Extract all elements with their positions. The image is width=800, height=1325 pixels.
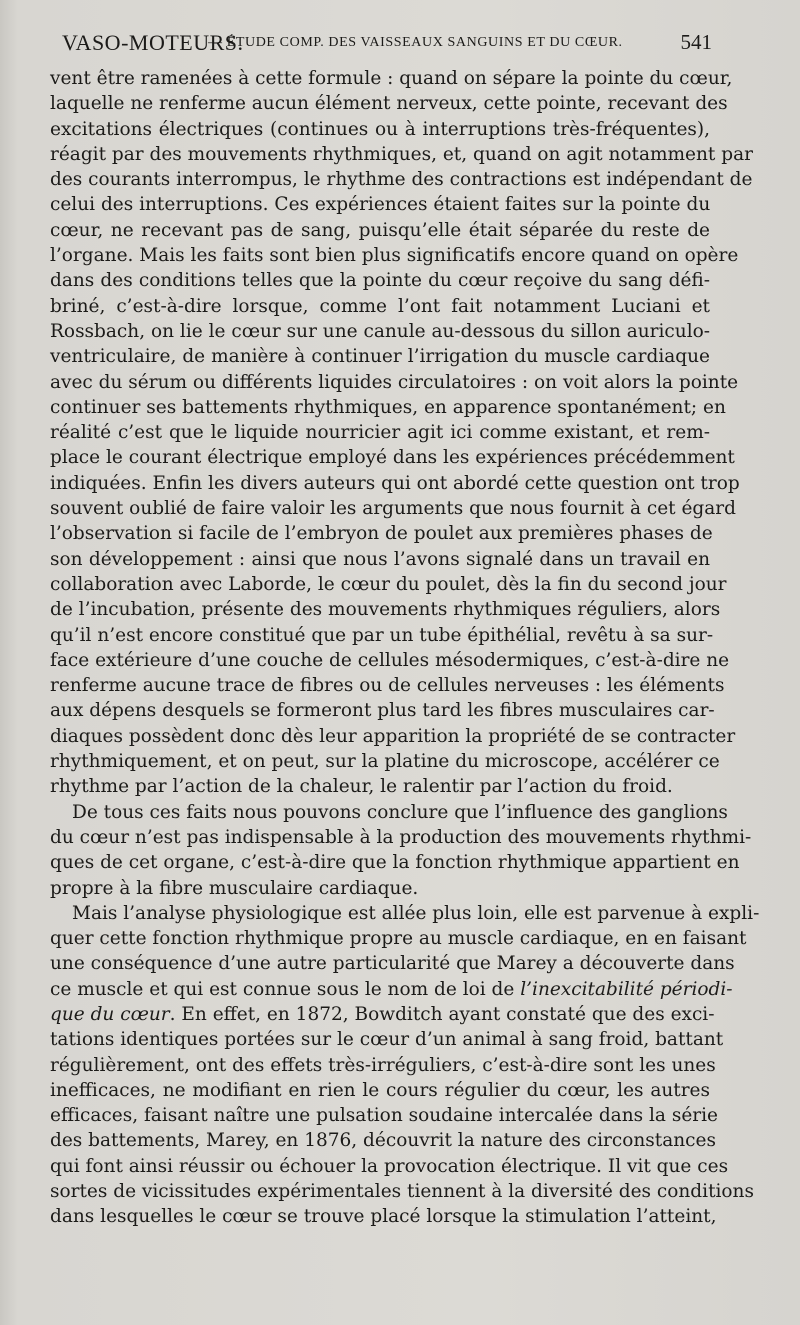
text-line: renferme aucune trace de fibres ou de cellules nerveuses : les éléments: [50, 675, 725, 697]
text-line: rhythme par l’action de la chaleur, le ralentir par l’action du froid.: [50, 776, 673, 798]
text-line: excitations électriques (continues ou à interruptions très-fréquentes),: [50, 118, 710, 140]
text-line: indiquées. Enfin les divers auteurs qui ont abordé cette question ont trop: [50, 472, 740, 494]
text-line: place le courant électrique employé dans les expériences précédemment: [50, 447, 735, 469]
text-line: des battements, Marey, en 1876, découvrit la nature des circonstances: [50, 1130, 716, 1152]
text-line: face extérieure d’une couche de cellules mésodermiques, c’est-à-dire ne: [50, 649, 730, 671]
text-line: collaboration avec Laborde, le cœur du poulet, dès la fin du second jour: [50, 573, 727, 595]
text-line: ques de cet organe, c’est-à-dire que la fonction rhythmique appartient en: [50, 852, 740, 874]
text-line: cœur, ne recevant pas de sang, puisqu’elle était séparée du reste de: [50, 219, 710, 241]
text-line: des courants interrompus, le rhythme des contractions est indépendant de: [50, 169, 753, 191]
text-segment: ce muscle et qui est connue sous le nom de loi de: [50, 978, 521, 1000]
text-line: qu’il n’est encore constitué que par un tube épithélial, revêtu à sa sur-: [50, 624, 714, 646]
text-line: ventriculaire, de manière à continuer l’irrigation du muscle cardiaque: [50, 346, 710, 368]
text-line: inefficaces, ne modifiant en rien le cours régulier du cœur, les autres: [50, 1079, 710, 1101]
text-line: De tous ces faits nous pouvons conclure que l’influence des ganglions: [72, 801, 728, 823]
text-line: dans des conditions telles que la pointe du cœur reçoive du sang défi-: [50, 270, 710, 292]
text-line: vent être ramenées à cette formule : quand on sépare la pointe du cœur,: [50, 68, 733, 89]
text-line: réalité c’est que le liquide nourricier agit ici comme existant, et rem-: [50, 422, 710, 444]
italic-term: que du cœur: [50, 1003, 170, 1025]
text-line: efficaces, faisant naître une pulsation soudaine intercalée dans la série: [50, 1105, 718, 1127]
text-line: continuer ses battements rhythmiques, en apparence spontanément; en: [50, 396, 726, 418]
body-text: [50, 66, 760, 1230]
text-line: Rossbach, on lie le cœur sur une canule au-dessous du sillon auriculo-: [50, 320, 710, 342]
text-line: réagit par des mouvements rhythmiques, et, quand on agit notamment par: [50, 143, 753, 165]
text-line: son développement : ainsi que nous l’avons signalé dans un travail en: [50, 548, 710, 570]
page-number: 541: [680, 30, 712, 54]
italic-term: l’inexcitabilité périodi-: [520, 978, 733, 1000]
text-line: quer cette fonction rhythmique propre au muscle cardiaque, en en faisant: [50, 928, 747, 950]
text-line-mixed: [50, 1002, 715, 1027]
text-line: briné, c’est-à-dire lorsque, comme l’ont fait notamment Luciani et: [50, 295, 710, 317]
text-line: rhythmiquement, et on peut, sur la platine du microscope, accélérer ce: [50, 751, 720, 773]
text-line: qui font ainsi réussir ou échouer la provocation électrique. Il vit que ces: [50, 1155, 729, 1177]
text-line: aux dépens desquels se formeront plus tard les fibres musculaires car-: [50, 700, 715, 722]
text-line: l’observation si facile de l’embryon de poulet aux premières phases de: [50, 523, 713, 545]
text-line: Mais l’analyse physiologique est allée plus loin, elle est parvenue à expli-: [72, 902, 760, 924]
text-line: tations identiques portées sur le cœur d’un animal à sang froid, battant: [50, 1029, 724, 1051]
running-title: VASO-MOTEURS.: [62, 30, 244, 55]
text-line: une conséquence d’une autre particularité que Marey a découverte dans: [50, 953, 735, 975]
text-line: régulièrement, ont des effets très-irréguliers, c’est-à-dire sont les unes: [50, 1054, 716, 1076]
running-subtitle: — ÉTUDE COMP. DES VAISSEAUX SANGUINS ET DU CŒUR.: [208, 35, 623, 50]
text-line: souvent oublié de faire valoir les arguments que nous fournit à cet égard: [50, 498, 736, 520]
text-line: dans lesquelles le cœur se trouve placé lorsque la stimulation l’atteint,: [50, 1206, 717, 1228]
text-line-mixed: [50, 977, 733, 1002]
running-header: [62, 30, 712, 60]
text-line: avec du sérum ou différents liquides circulatoires : on voit alors la pointe: [50, 371, 739, 393]
text-line: celui des interruptions. Ces expériences étaient faites sur la pointe du: [50, 194, 711, 216]
text-segment: . En effet, en 1872, Bowditch ayant constaté que des exci-: [169, 1003, 715, 1025]
text-line: du cœur n’est pas indispensable à la production des mouvements rhythmi-: [50, 826, 752, 848]
text-line: de l’incubation, présente des mouvements rhythmiques réguliers, alors: [50, 599, 721, 621]
text-line: laquelle ne renferme aucun élément nerveux, cette pointe, recevant des: [50, 93, 728, 115]
text-line: propre à la fibre musculaire cardiaque.: [50, 877, 419, 899]
text-line: sortes de vicissitudes expérimentales tiennent à la diversité des conditions: [50, 1181, 754, 1203]
text-line: l’organe. Mais les faits sont bien plus significatifs encore quand on opère: [50, 245, 739, 267]
text-line: diaques possèdent donc dès leur apparition la propriété de se contracter: [50, 725, 736, 747]
